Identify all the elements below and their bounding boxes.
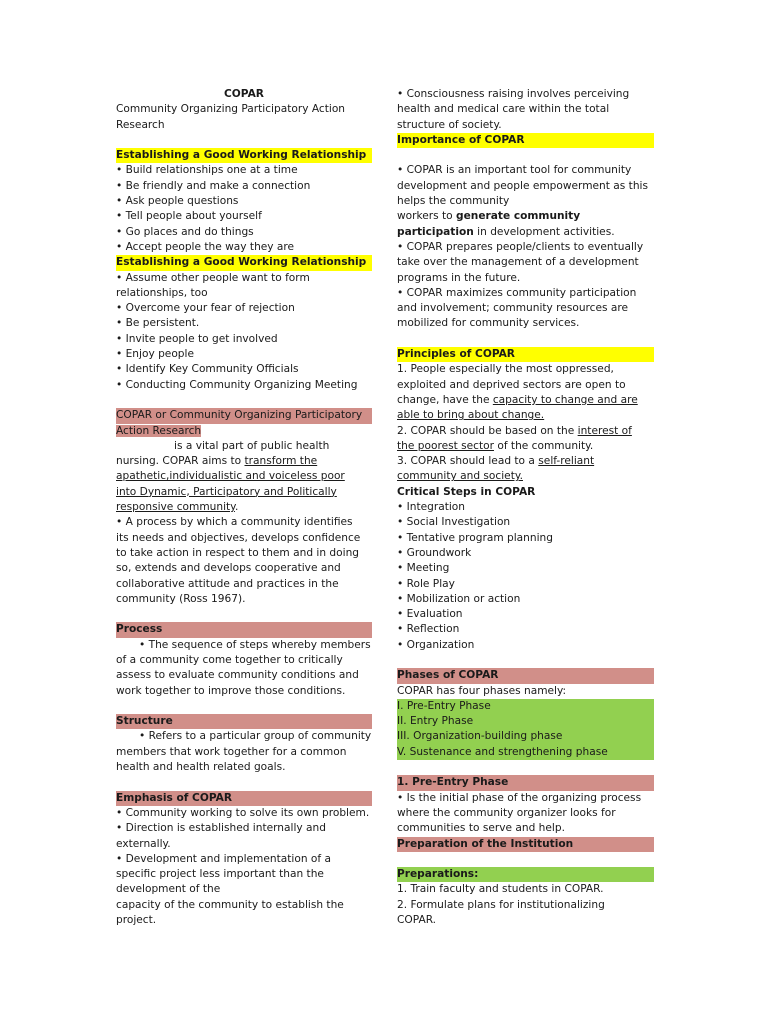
emphasis-line: • Community working to solve its own problem. (116, 806, 370, 819)
list-item: relationships, too (116, 286, 208, 299)
process-line: assess to evaluate community conditions and (116, 669, 359, 682)
principle-line: able to bring about change. (397, 409, 545, 422)
definition-line: to take action in respect to them and in doing (116, 546, 360, 559)
critical-steps-heading: Critical Steps in COPAR (397, 485, 536, 498)
structure-line: • Refers to a particular group of community (139, 730, 372, 743)
process-line: of a community come together to critically (116, 653, 343, 666)
emphasis-line: specific project less important than the (116, 868, 324, 881)
list-item: • Ask people questions (116, 195, 239, 208)
importance-line: helps the community (397, 195, 510, 208)
emphasis-line: externally. (116, 837, 171, 850)
emphasis-line: • Development and implementation of a (116, 852, 331, 865)
relationship-heading: Establishing a Good Working Relationship (116, 148, 372, 163)
list-item: • Role Play (397, 577, 455, 590)
importance-heading: Importance of COPAR (397, 133, 654, 148)
definition-line: its needs and objectives, develops confidence (116, 531, 361, 544)
principle-line: 1. People especially the most oppressed, (397, 363, 614, 376)
definition-line: is a vital part of public health (174, 439, 330, 452)
pre-entry-line: where the community organizer looks for (397, 806, 616, 819)
phase-item: III. Organization-building phase (397, 729, 654, 744)
importance-line: • COPAR prepares people/clients to eventually (397, 240, 644, 253)
principle-line: exploited and deprived sectors are open to (397, 378, 626, 391)
emphasis-heading: Emphasis of COPAR (116, 791, 372, 806)
intro-line: health and medical care within the total (397, 103, 610, 116)
pre-entry-line: • Is the initial phase of the organizing process (397, 791, 642, 804)
preparations-heading: Preparations: (397, 867, 654, 882)
phases-heading: Phases of COPAR (397, 668, 654, 683)
phase-item: I. Pre-Entry Phase (397, 699, 654, 714)
phase-item: V. Sustenance and strengthening phase (397, 745, 654, 760)
list-item: • Reflection (397, 623, 460, 636)
list-item: • Identify Key Community Officials (116, 363, 299, 376)
list-item: • Accept people the way they are (116, 240, 295, 253)
importance-line: • COPAR is an important tool for community (397, 164, 632, 177)
list-item: • Be friendly and make a connection (116, 179, 311, 192)
principle-line: change, have the capacity to change and are (397, 393, 638, 406)
importance-line: and involvement; community resources are (397, 302, 629, 315)
list-item: • Go places and do things (116, 225, 254, 238)
definition-line: collaborative attitude and practices in the (116, 577, 339, 590)
document-title: COPAR (224, 88, 264, 100)
definition-line: community (Ross 1967). (116, 592, 246, 605)
importance-line: mobilized for community services. (397, 317, 580, 330)
preparations-line: COPAR. (397, 914, 437, 927)
definition-line: • A process by which a community identifies (116, 516, 353, 529)
list-item: • Assume other people want to form (116, 271, 310, 284)
left-column (116, 87, 372, 928)
list-item: • Evaluation (397, 608, 463, 621)
definition-heading: COPAR or Community Organizing Participatory (116, 408, 372, 423)
structure-line: health and health related goals. (116, 761, 286, 774)
definition-heading: Action Research (116, 424, 202, 437)
structure-heading: Structure (116, 714, 372, 729)
list-item: • Conducting Community Organizing Meeting (116, 378, 358, 391)
process-line: work together to improve those conditions. (116, 684, 346, 697)
list-item: • Enjoy people (116, 348, 194, 361)
list-item: • Invite people to get involved (116, 332, 278, 345)
subtitle-line: Community Organizing Participatory Action (116, 103, 346, 116)
list-item: • Build relationships one at a time (116, 164, 298, 177)
pre-entry-line: communities to serve and help. (397, 822, 565, 835)
principle-line: community and society. (397, 470, 523, 483)
list-item: • Integration (397, 501, 465, 514)
principle-line: the poorest sector of the community. (397, 439, 594, 452)
relationship-heading: Establishing a Good Working Relationship (116, 255, 372, 270)
principle-line: 3. COPAR should lead to a self-reliant (397, 455, 595, 468)
definition-line: apathetic,individualistic and voiceless poor (116, 470, 345, 483)
principles-heading: Principles of COPAR (397, 347, 654, 362)
list-item: • Tentative program planning (397, 531, 553, 544)
phase-item: II. Entry Phase (397, 714, 654, 729)
process-heading: Process (116, 622, 372, 637)
definition-line: into Dynamic, Participatory and Politically (116, 485, 337, 498)
list-item: • Meeting (397, 562, 450, 575)
definition-line: so, extends and develops cooperative and (116, 562, 341, 575)
emphasis-line: • Direction is established internally and (116, 822, 326, 835)
phases-intro: COPAR has four phases namely: (397, 684, 567, 697)
preparations-line: 2. Formulate plans for institutionalizing (397, 898, 605, 911)
list-item: • Organization (397, 638, 475, 651)
emphasis-line: capacity of the community to establish the (116, 898, 344, 911)
institution-heading: Preparation of the Institution (397, 837, 654, 852)
importance-line: programs in the future. (397, 271, 521, 284)
structure-line: members that work together for a common (116, 745, 347, 758)
right-column (397, 87, 654, 928)
list-item: • Mobilization or action (397, 592, 521, 605)
pre-entry-heading: 1. Pre-Entry Phase (397, 775, 654, 790)
list-item: • Be persistent. (116, 317, 200, 330)
emphasis-line: development of the (116, 883, 221, 896)
definition-line: nursing. COPAR aims to transform the (116, 455, 318, 468)
importance-line: • COPAR maximizes community participation (397, 286, 637, 299)
list-item: • Social Investigation (397, 516, 511, 529)
definition-line: responsive community. (116, 501, 239, 514)
intro-line: structure of society. (397, 118, 502, 131)
preparations-line: 1. Train faculty and students in COPAR. (397, 883, 604, 896)
principle-line: 2. COPAR should be based on the interest of (397, 424, 632, 437)
emphasis-line: project. (116, 914, 157, 927)
importance-line: participation in development activities. (397, 225, 615, 238)
importance-line: workers to generate community (397, 210, 581, 223)
importance-line: development and people empowerment as this (397, 179, 649, 192)
list-item: • Overcome your fear of rejection (116, 302, 295, 315)
process-line: • The sequence of steps whereby members (139, 638, 371, 651)
list-item: • Groundwork (397, 546, 472, 559)
subtitle-line: Research (116, 118, 165, 131)
intro-line: • Consciousness raising involves perceiving (397, 88, 630, 100)
list-item: • Tell people about yourself (116, 210, 262, 223)
importance-line: take over the management of a development (397, 256, 639, 269)
